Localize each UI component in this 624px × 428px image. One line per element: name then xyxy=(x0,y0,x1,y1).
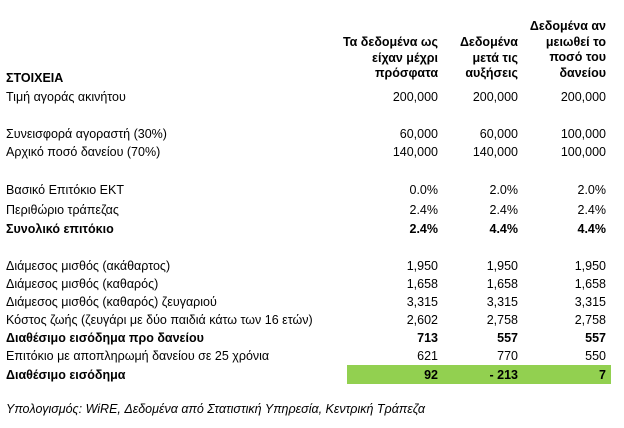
value-current: 1,950 xyxy=(406,259,438,273)
column-header-after-increase-line: αυξήσεις xyxy=(465,66,518,80)
column-header-current-line: Τα δεδομένα ως xyxy=(342,35,438,49)
value-reduced-loan: 2,758 xyxy=(574,313,606,327)
value-reduced-loan: 7 xyxy=(599,368,606,382)
value-after-increase: 2.0% xyxy=(489,183,518,197)
row-label: Βασικό Επιτόκιο ΕΚΤ xyxy=(6,183,124,197)
value-current: 1,658 xyxy=(406,277,438,291)
column-header-after-increase-line: μετά τις xyxy=(472,50,518,65)
value-after-increase: 770 xyxy=(497,349,518,363)
row-label: Τιμή αγοράς ακινήτου xyxy=(6,90,126,104)
value-after-increase: 60,000 xyxy=(479,127,518,141)
table-row xyxy=(0,293,624,311)
value-current: 92 xyxy=(424,368,438,382)
table-row xyxy=(0,220,624,238)
value-current: 2.4% xyxy=(409,203,438,217)
value-after-increase: 557 xyxy=(497,331,518,345)
row-label: Αρχικό ποσό δανείου (70%) xyxy=(6,145,161,159)
value-after-increase: 2,758 xyxy=(486,313,518,327)
column-header-reduced-loan-line: ποσό του xyxy=(549,50,606,64)
source-footnote: Υπολογισμός: WiRE, Δεδομένα από Στατιστική Υπηρεσία, Κεντρική Τράπεζα xyxy=(6,402,425,416)
value-reduced-loan: 100,000 xyxy=(560,145,606,159)
value-after-increase: 140,000 xyxy=(472,145,518,159)
row-label: Κόστος ζωής (ζευγάρι με δύο παιδιά κάτω των 16 ετών) xyxy=(6,313,313,327)
row-label: Διάμεσος μισθός (καθαρός) xyxy=(6,277,159,291)
section-label: ΣΤΟΙΧΕΙΑ xyxy=(6,71,64,85)
value-current: 713 xyxy=(417,331,438,345)
row-label: Διαθέσιμο εισόδημα προ δανείου xyxy=(6,331,204,345)
table-row xyxy=(0,143,624,161)
value-reduced-loan: 4.4% xyxy=(577,222,606,236)
row-label: Συνολικό επιτόκιο xyxy=(6,222,114,236)
value-reduced-loan: 1,658 xyxy=(574,277,606,291)
value-reduced-loan: 1,950 xyxy=(574,259,606,273)
value-reduced-loan: 557 xyxy=(585,331,606,345)
value-current: 60,000 xyxy=(399,127,438,141)
table-row xyxy=(0,125,624,143)
value-after-increase: 2.4% xyxy=(489,203,518,217)
value-current: 0.0% xyxy=(409,183,438,197)
table-row xyxy=(0,311,624,329)
value-current: 140,000 xyxy=(392,145,438,159)
column-header-reduced-loan xyxy=(530,19,606,81)
row-label: Διάμεσος μισθός (ακάθαρτος) xyxy=(6,259,171,273)
row-label: Συνεισφορά αγοραστή (30%) xyxy=(6,127,167,141)
value-after-increase: - 213 xyxy=(489,368,518,382)
value-after-increase: 3,315 xyxy=(486,295,518,309)
table-row xyxy=(0,347,624,365)
table-row xyxy=(0,257,624,275)
value-reduced-loan: 200,000 xyxy=(560,90,606,104)
value-current: 2.4% xyxy=(409,222,438,236)
value-reduced-loan: 2.0% xyxy=(577,183,606,197)
value-reduced-loan: 550 xyxy=(585,349,606,363)
column-header-reduced-loan-line: δανείου xyxy=(559,65,606,80)
value-current: 200,000 xyxy=(392,90,438,104)
table-row xyxy=(0,329,624,347)
table-row xyxy=(0,181,624,199)
row-label: Διάμεσος μισθός (καθαρός) ζευγαριού xyxy=(6,295,217,309)
value-after-increase: 1,950 xyxy=(486,259,518,273)
value-reduced-loan: 100,000 xyxy=(560,127,606,141)
table-row xyxy=(0,275,624,293)
row-label: Επιτόκιο με αποπληρωμή δανείου σε 25 χρόνια xyxy=(6,349,270,363)
column-header-current-line: είχαν μέχρι xyxy=(372,50,438,65)
value-reduced-loan: 3,315 xyxy=(574,295,606,309)
column-header-reduced-loan-line: μειωθεί το xyxy=(545,34,606,49)
table-row xyxy=(0,366,624,384)
column-header-current-line: πρόσφατα xyxy=(374,66,438,80)
column-header-after-increase xyxy=(460,35,518,82)
value-current: 3,315 xyxy=(406,295,438,309)
row-label: Περιθώριο τράπεζας xyxy=(6,203,119,217)
value-after-increase: 1,658 xyxy=(486,277,518,291)
table-row xyxy=(0,201,624,219)
value-after-increase: 200,000 xyxy=(472,90,518,104)
column-header-after-increase-line: Δεδομένα xyxy=(459,35,518,49)
value-current: 2,602 xyxy=(406,313,438,327)
column-header-current xyxy=(343,35,438,82)
row-label: Διαθέσιμο εισόδημα xyxy=(6,368,126,382)
column-header-reduced-loan-line: Δεδομένα αν xyxy=(529,19,606,33)
table-row xyxy=(0,88,624,106)
value-reduced-loan: 2.4% xyxy=(577,203,606,217)
value-current: 621 xyxy=(417,349,438,363)
value-after-increase: 4.4% xyxy=(489,222,518,236)
